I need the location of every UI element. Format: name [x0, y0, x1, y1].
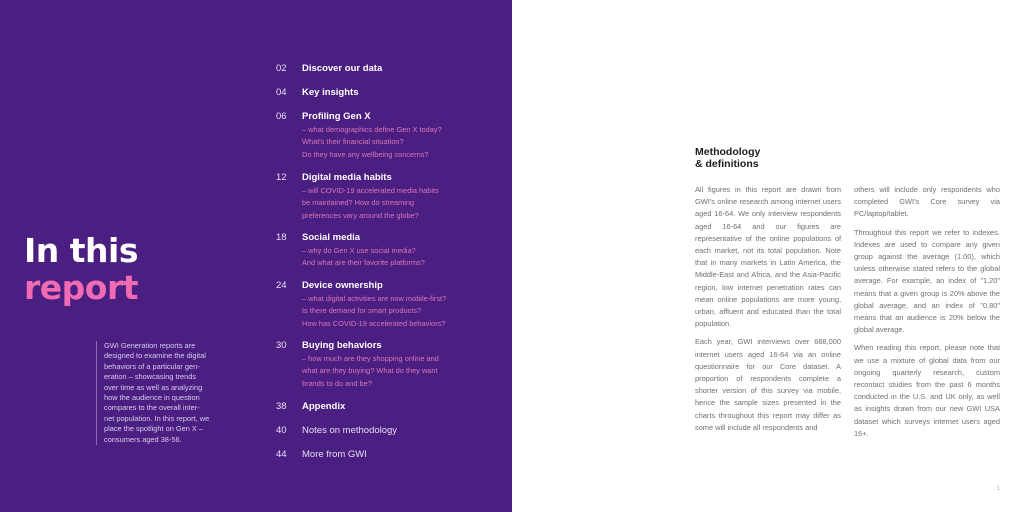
toc-subtitle [302, 245, 502, 270]
methodology-column-right [854, 184, 1000, 440]
methodology-paragraph: When reading this report, please note that we use a mixture of global data from our ongoing quarterly research, custom recontact studies from the past 6 months conducted in the U.S. and UK only, as well as insights drawn from our new GWI USA dataset which surveys internet users aged 16+. [854, 343, 1000, 438]
toc-subtitle-line: – what demographics define Gen X today? [302, 125, 442, 134]
methodology-paragraph: Each year, GWI interviews over 688,000 internet users aged 16-64 via an online questionnaire for our Core dataset. A proportion of respondents complete a shorter version of this survey via mobile, hence the sample sizes presented in the charts throughout this report may differ as some will include all respondents and [695, 337, 841, 432]
toc-subtitle-line: – will COVID-19 accelerated media habits [302, 186, 439, 195]
toc-title: Digital media habits [302, 172, 392, 183]
intro-line: designed to examine the digital [104, 351, 206, 361]
intro-line: place the spotlight on Gen X – [104, 424, 204, 434]
toc-page-number: 44 [276, 449, 287, 460]
toc-title: Social media [302, 232, 361, 243]
intro-line: how the audience in question [104, 393, 200, 403]
toc-subtitle-line: What's their financial situation? [302, 137, 404, 147]
toc-subtitle-line: How has COVID-19 accelerated behaviors? [302, 318, 446, 328]
intro-line: over time as well as analyzing [104, 382, 203, 392]
toc-title: Appendix [302, 401, 346, 412]
toc-title: Buying behaviors [302, 340, 382, 351]
toc-subtitle-line: And what are their favorite platforms? [302, 258, 425, 268]
toc-page-number: 40 [276, 425, 287, 436]
toc-page-number: 02 [276, 63, 287, 74]
toc-subtitle-line: – how much are they shopping online and [302, 354, 439, 363]
toc-title: Discover our data [302, 63, 383, 74]
methodology-paragraph: Throughout this report we refer to indexes. Indexes are used to compare any given group against the average (1.00), which unless otherwise stated refers to the global average. For example, an index of "1.20" means that a given group is 20% above the global average, and an index of "0.80" means that an audience is 20% below the global average. [854, 227, 1000, 335]
toc-subtitle-line: brands to do and be? [302, 378, 372, 388]
methodology-paragraph: others will include only respondents who completed GWI's Core survey via PC/laptop/tablet. [854, 185, 1000, 219]
toc-subtitle-line: – why do Gen X use social media? [302, 246, 416, 255]
toc-subtitle [302, 353, 502, 390]
toc-subtitle-line: – what digital activities are now mobile-first? [302, 294, 447, 303]
intro-line: net population. In this report, we [104, 413, 210, 423]
toc-page-number: 30 [276, 340, 287, 351]
intro-line: eration – showcasing trends [104, 372, 197, 382]
intro-line: consumers aged 38-56. [104, 434, 182, 444]
toc-subtitle-line: preferences vary around the globe? [302, 210, 419, 220]
toc-subtitle-line: what are they buying? What do they want [302, 366, 438, 376]
intro-text [96, 341, 232, 445]
hero-title-line1: In this [24, 231, 138, 270]
toc-subtitle-line: Is there demand for smart products? [302, 306, 422, 316]
toc-title: More from GWI [302, 449, 367, 460]
intro-line: compares to the overall inter- [104, 403, 200, 413]
toc-title: Device ownership [302, 280, 383, 291]
toc-page-number: 18 [276, 232, 287, 243]
methodology-heading-line2: & definitions [695, 157, 759, 170]
toc-subtitle-line: Do they have any wellbeing concerns? [302, 149, 429, 159]
hero-title-line2: report [24, 268, 138, 307]
toc-title: Key insights [302, 87, 359, 98]
toc-subtitle [302, 185, 502, 222]
hero-title [24, 232, 138, 306]
page-number: 1 [996, 486, 1000, 492]
toc-page-number: 06 [276, 111, 287, 122]
toc-title: Profiling Gen X [302, 111, 371, 122]
methodology-heading [695, 147, 760, 170]
methodology-paragraph: All figures in this report are drawn from GWI's online research among internet users aged 16-64. We only interview respondents aged 16-64 and our figures are representative of the online populations of each market, not its total population. Note that in many markets in Latin America, the Middle-East and Africa, and the Asia-Pacific region, low internet penetration rates can mean online populations are more young, urban, affluent and educated than the total population. [695, 185, 841, 329]
toc-page-number: 24 [276, 280, 287, 291]
toc-page-number: 12 [276, 172, 287, 183]
toc-subtitle [302, 124, 502, 161]
methodology-page [512, 0, 1024, 512]
methodology-column-left [695, 184, 841, 434]
toc-page-number: 04 [276, 87, 287, 98]
toc-subtitle-line: be maintained? How do streaming [302, 198, 415, 208]
toc-title: Notes on methodology [302, 425, 398, 436]
toc-page-number: 38 [276, 401, 287, 412]
toc-subtitle [302, 293, 502, 330]
intro-line: GWI Generation reports are [104, 341, 196, 350]
methodology-heading-line1: Methodology [695, 146, 761, 158]
intro-line: behaviors of a particular gen- [104, 361, 200, 371]
